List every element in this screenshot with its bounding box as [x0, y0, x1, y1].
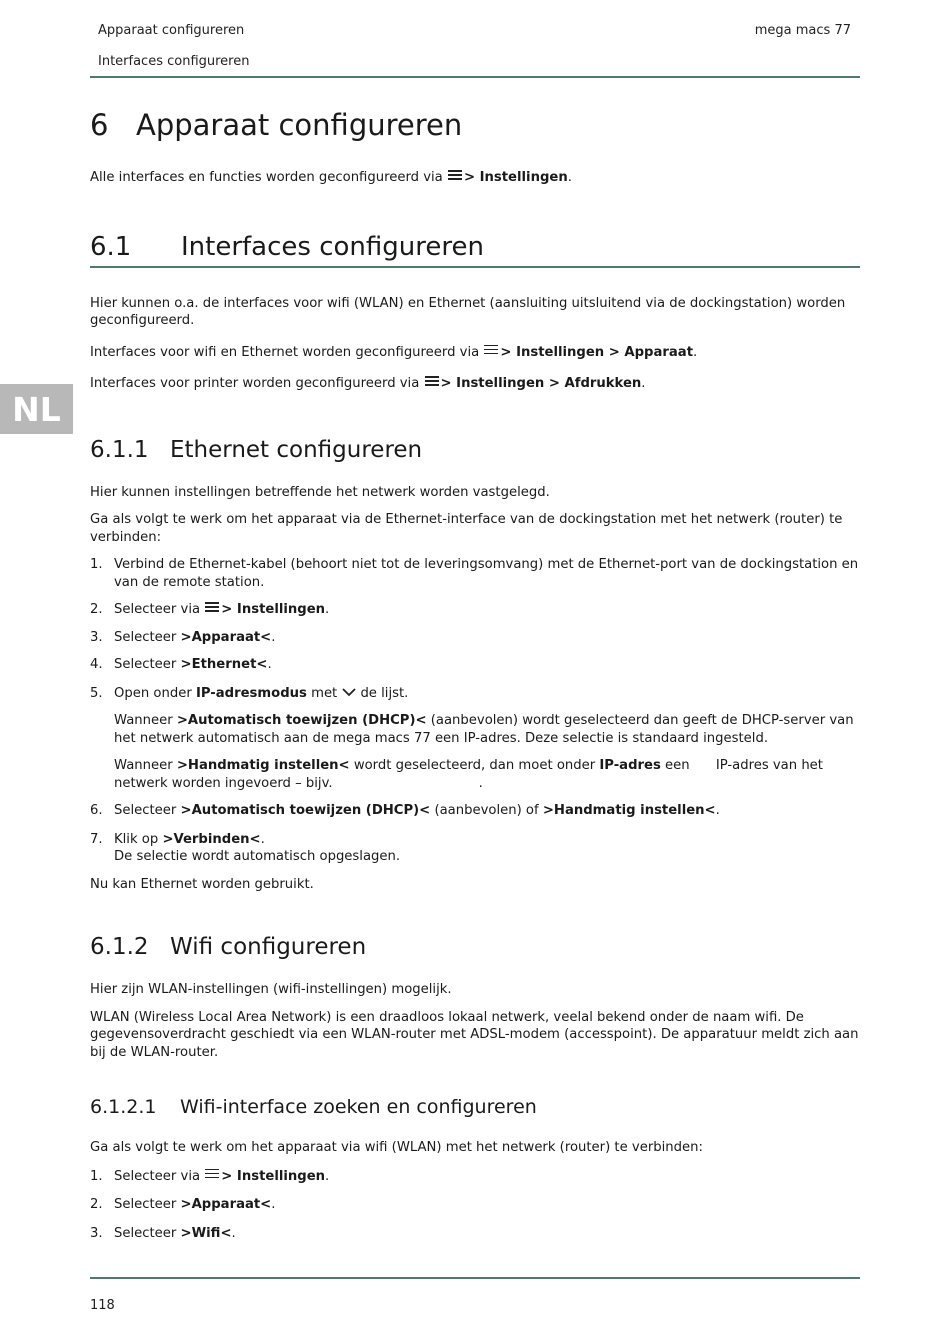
- text: Selecteer via: [114, 602, 201, 617]
- text: .: [231, 1225, 236, 1241]
- paragraph: [90, 375, 860, 393]
- path-text: > Instellingen: [221, 602, 326, 617]
- list-item: [90, 601, 860, 619]
- paragraph: Hier kunnen o.a. de interfaces voor wifi (WLAN) en Ethernet (aansluiting uitsluitend via de dockingstation) worden geconfigureerd.: [90, 295, 846, 328]
- text: Interfaces voor printer worden geconfigureerd via: [90, 376, 420, 391]
- paragraph: Hier zijn WLAN-instellingen (wifi-instellingen) mogelijk.: [90, 982, 452, 997]
- paragraph: Nu kan Ethernet worden gebruikt.: [90, 876, 314, 892]
- page-number: 118: [90, 1298, 115, 1313]
- path-text: > Instellingen: [463, 170, 568, 185]
- step-number: 1.: [90, 557, 103, 572]
- text: .: [267, 657, 272, 672]
- text: Wanneer: [114, 758, 173, 773]
- text: Verbind de Ethernet-kabel (behoort niet tot de leveringsomvang) met de Ethernet-port van de dockingstation en van de remote station.: [114, 557, 859, 590]
- text: Selecteer via: [114, 1168, 201, 1184]
- step-number: 3.: [90, 629, 103, 645]
- step-number: 4.: [90, 657, 103, 672]
- text: (aanbevolen) wordt geselecteerd dan geeft de DHCP-server van het netwerk automatisch aan de mega macs 77 een IP-adres. Deze selectie is standaard ingesteld.: [114, 713, 854, 746]
- path-text: > Instellingen > Apparaat: [500, 344, 693, 360]
- text: .: [693, 344, 698, 360]
- header-product: mega macs 77: [754, 23, 851, 38]
- step-note: [114, 757, 860, 792]
- section-title: Ethernet configureren: [170, 436, 423, 463]
- option-name: >Handmatig instellen<: [176, 758, 350, 773]
- step-number: 2.: [90, 1197, 103, 1212]
- step-number: 3.: [90, 1225, 103, 1241]
- menu-icon: [425, 376, 439, 386]
- text: Open onder: [114, 685, 192, 701]
- path-text: >Apparaat<: [180, 629, 272, 645]
- list-item: [90, 1168, 860, 1186]
- path-text: >Ethernet<: [180, 657, 268, 672]
- list-item: [90, 1225, 860, 1243]
- path-text: > Instellingen > Afdrukken: [440, 376, 642, 391]
- section-title: Interfaces configureren: [181, 231, 484, 262]
- text: Selecteer: [114, 657, 177, 672]
- text: .: [325, 602, 330, 617]
- path-text: > Instellingen: [221, 1168, 326, 1184]
- text: Klik op: [114, 831, 159, 847]
- menu-icon: [205, 1169, 219, 1179]
- chapter-title: Apparaat configureren: [136, 108, 463, 142]
- section-heading-6-1: [90, 232, 860, 268]
- option-name: >Handmatig instellen<: [542, 803, 716, 818]
- field-name: IP-adresmodus: [195, 685, 307, 701]
- chapter-intro: [90, 169, 860, 187]
- language-tab: NL: [0, 384, 73, 434]
- step-note: [114, 712, 860, 747]
- path-text: >Apparaat<: [180, 1197, 272, 1212]
- paragraph: Ga als volgt te werk om het apparaat via wifi (WLAN) met het netwerk (router) te verbinden:: [90, 1140, 703, 1155]
- list-item: [90, 1196, 860, 1214]
- text: een: [665, 758, 690, 773]
- text: (aanbevolen) of: [434, 803, 539, 818]
- path-text: >Wifi<: [180, 1225, 232, 1241]
- chevron-down-icon: [342, 687, 356, 697]
- option-name: >Automatisch toewijzen (DHCP)<: [180, 803, 431, 818]
- text: de lijst.: [360, 685, 409, 701]
- section-title: Wifi configureren: [170, 934, 367, 960]
- paragraph: Hier kunnen instellingen betreffende het netwerk worden vastgelegd.: [90, 484, 550, 500]
- list-item: [90, 556, 860, 591]
- text: .: [715, 803, 720, 818]
- text: Alle interfaces en functies worden geconfigureerd via: [90, 170, 443, 185]
- text: IP-adres van het netwerk worden ingevoerd – bijv.: [114, 758, 823, 791]
- header-section: Interfaces configureren: [98, 54, 250, 69]
- field-name: IP-adres: [599, 758, 661, 773]
- text: .: [271, 629, 276, 645]
- text: .: [567, 170, 572, 185]
- chapter-number: 6: [90, 108, 109, 142]
- text: .: [478, 775, 483, 791]
- section-heading-6-1-1: [90, 437, 860, 469]
- section-heading-6-1-2-1: [90, 1096, 860, 1124]
- text: .: [260, 831, 265, 847]
- list-item: [90, 685, 860, 793]
- list-item: [90, 831, 860, 866]
- step-number: 7.: [90, 831, 103, 847]
- section-number: 6.1: [90, 231, 132, 262]
- text: Selecteer: [114, 1197, 177, 1212]
- button-name: >Verbinden<: [162, 831, 261, 847]
- section-number: 6.1.2: [90, 934, 149, 960]
- text: .: [271, 1197, 276, 1212]
- menu-icon: [205, 602, 219, 612]
- wifi-steps: [90, 1168, 860, 1243]
- text: .: [325, 1168, 330, 1184]
- page-content: [90, 100, 860, 1242]
- paragraph: Ga als volgt te werk om het apparaat via de Ethernet-interface van de dockingstation met het netwerk (router) te verbinden:: [90, 512, 843, 545]
- text: met: [311, 685, 338, 701]
- paragraph: WLAN (Wireless Local Area Network) is een draadloos lokaal netwerk, veelal bekend onder de naam wifi. De gegevensoverdracht geschiedt via een WLAN-router met ADSL-modem (accesspoint). De apparatuur meldt zich aan bij de WLAN-router.: [90, 1009, 859, 1060]
- section-number: 6.1.1: [90, 436, 149, 463]
- menu-icon: [448, 170, 462, 180]
- text: wordt geselecteerd, dan moet onder: [353, 758, 596, 773]
- text: Wanneer: [114, 713, 173, 728]
- step-number: 5.: [90, 685, 103, 701]
- list-item: [90, 656, 860, 674]
- paragraph: [90, 344, 860, 362]
- section-number: 6.1.2.1: [90, 1096, 157, 1118]
- footer-rule: [90, 1277, 860, 1279]
- text: .: [641, 376, 646, 391]
- text: Selecteer: [114, 629, 177, 645]
- section-title: Wifi-interface zoeken en configureren: [180, 1096, 537, 1118]
- text: De selectie wordt automatisch opgeslagen.: [114, 849, 401, 864]
- ethernet-steps: [90, 556, 860, 866]
- header-rule: [90, 76, 860, 78]
- step-number: 2.: [90, 602, 103, 617]
- text: Selecteer: [114, 803, 177, 818]
- step-number: 6.: [90, 803, 103, 818]
- text: Selecteer: [114, 1225, 177, 1241]
- list-item: [90, 802, 860, 820]
- list-item: [90, 629, 860, 647]
- chapter-heading: [90, 108, 860, 150]
- step-number: 1.: [90, 1168, 103, 1184]
- text: Interfaces voor wifi en Ethernet worden geconfigureerd via: [90, 344, 480, 360]
- menu-icon: [484, 345, 498, 355]
- header-chapter: Apparaat configureren: [98, 23, 245, 38]
- option-name: >Automatisch toewijzen (DHCP)<: [176, 713, 427, 728]
- section-heading-6-1-2: [90, 934, 860, 966]
